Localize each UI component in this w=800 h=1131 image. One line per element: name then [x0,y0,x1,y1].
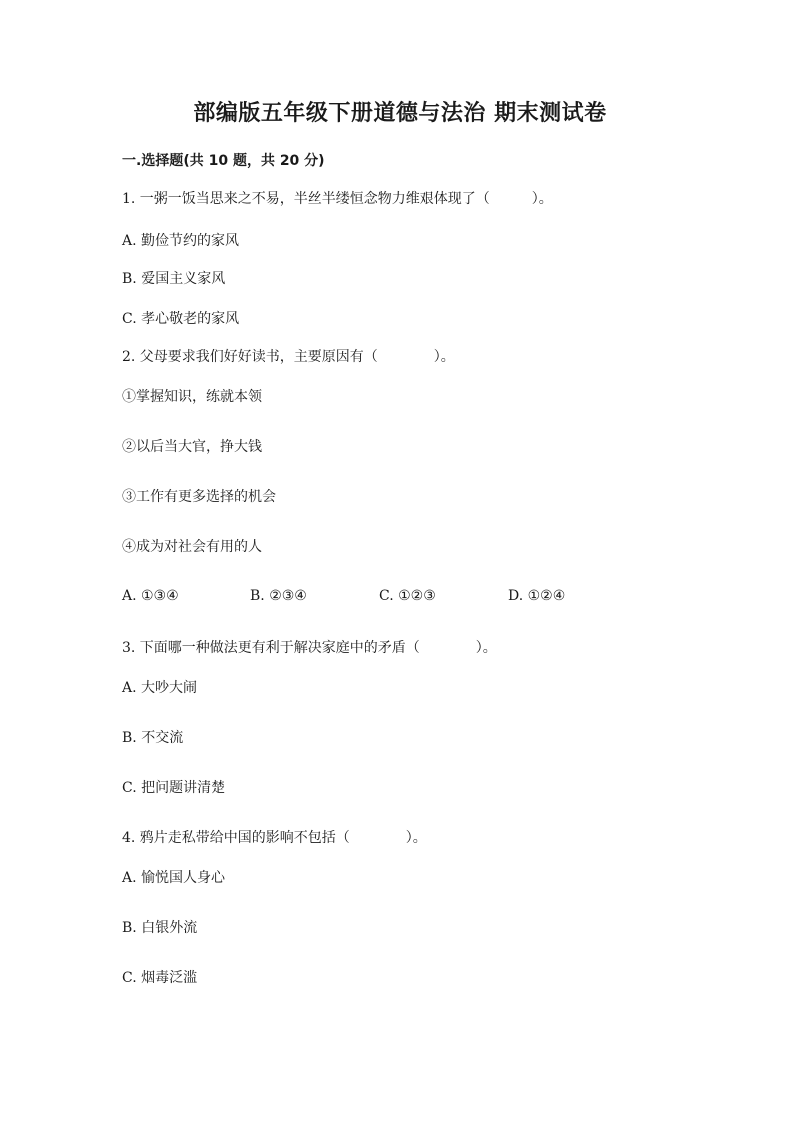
question-3-option-a: A. 大吵大闹 [122,680,198,696]
question-2-item-3: ③工作有更多选择的机会 [122,489,276,505]
question-4-stem: 4. 鸦片走私带给中国的影响不包括（ ）。 [122,830,427,846]
question-1-option-b: B. 爱国主义家风 [122,271,226,287]
question-2-options-row [0,588,800,608]
question-2-item-1: ①掌握知识，练就本领 [122,389,262,405]
section-heading: 一.选择题(共 10 题，共 20 分) [122,153,325,169]
question-1-option-c: C. 孝心敬老的家风 [122,311,240,327]
question-4-option-a: A. 愉悦国人身心 [122,870,226,886]
question-3-option-b: B. 不交流 [122,730,184,746]
question-2-option-d: D. ①②④ [508,588,566,604]
question-4-option-b: B. 白银外流 [122,920,198,936]
question-3-stem: 3. 下面哪一种做法更有利于解决家庭中的矛盾（ ）。 [122,640,497,656]
question-1-stem: 1. 一粥一饭当思来之不易，半丝半缕恒念物力维艰体现了（ ）。 [122,191,553,207]
question-4-option-c: C. 烟毒泛滥 [122,970,198,986]
question-2-option-c: C. ①②③ [379,588,436,604]
question-1-option-a: A. 勤俭节约的家风 [122,233,240,249]
question-3-option-c: C. 把问题讲清楚 [122,780,226,796]
question-2-option-b: B. ②③④ [250,588,307,604]
question-2-item-4: ④成为对社会有用的人 [122,539,262,555]
question-2-item-2: ②以后当大官，挣大钱 [122,439,262,455]
question-2-option-a: A. ①③④ [122,588,179,604]
question-2-stem: 2. 父母要求我们好好读书，主要原因有（ ）。 [122,349,455,365]
page-title: 部编版五年级下册道德与法治 期末测试卷 [193,101,607,126]
